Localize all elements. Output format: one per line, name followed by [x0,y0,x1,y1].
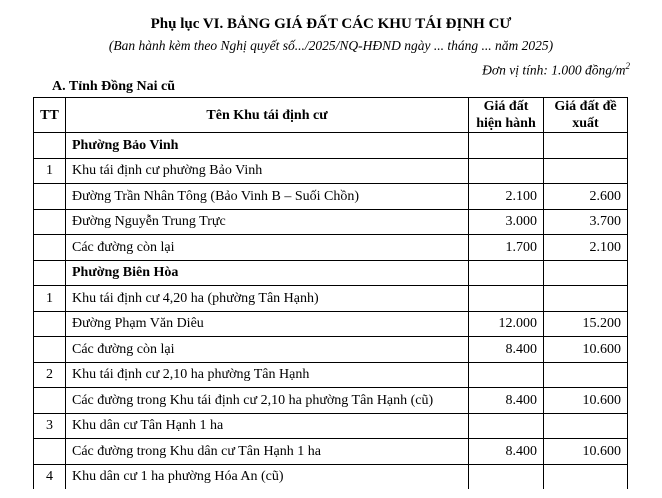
table-row [34,209,628,235]
row-tt [34,311,66,337]
row-tt: 1 [34,158,66,184]
header-proposed-line1: Giá đất đề [554,99,617,114]
row-name: Các đường còn lại [66,235,469,261]
table-row [34,158,628,184]
row-tt [34,439,66,465]
row-proposed-price [544,260,628,286]
row-current-price [469,413,544,439]
row-proposed-price: 15.200 [544,311,628,337]
unit-label [482,58,630,79]
row-name: Các đường trong Khu dân cư Tân Hạnh 1 ha [66,439,469,465]
row-tt: 1 [34,286,66,312]
row-proposed-price: 3.700 [544,209,628,235]
row-tt: 2 [34,362,66,388]
unit-text: Đơn vị tính: 1.000 đồng/m [482,62,626,78]
document-title [0,15,662,33]
row-name: Phường Biên Hòa [66,260,469,286]
table-row [34,337,628,363]
row-proposed-price: 2.100 [544,235,628,261]
title-main: BẢNG GIÁ ĐẤT CÁC KHU TÁI ĐỊNH CƯ [227,16,512,32]
table-row [34,260,628,286]
table-body [34,133,628,490]
header-current-price [469,98,544,133]
row-name: Đường Nguyễn Trung Trực [66,209,469,235]
header-name: Tên Khu tái định cư [66,98,469,133]
row-tt [34,260,66,286]
row-name: Đường Trần Nhân Tông (Bảo Vinh B – Suối Chồn) [66,184,469,210]
row-current-price [469,362,544,388]
table-row [34,464,628,489]
header-current-line2: hiện hành [476,116,536,131]
row-name: Khu dân cư 1 ha phường Hóa An (cũ) [66,464,469,489]
table-row [34,311,628,337]
header-proposed-line2: xuất [572,116,599,131]
table-row [34,133,628,159]
row-proposed-price [544,286,628,312]
row-name: Phường Bảo Vinh [66,133,469,159]
row-current-price: 8.400 [469,439,544,465]
row-name: Khu tái định cư phường Bảo Vinh [66,158,469,184]
table-row [34,235,628,261]
row-current-price: 12.000 [469,311,544,337]
table-row [34,388,628,414]
row-proposed-price [544,464,628,489]
row-current-price: 2.100 [469,184,544,210]
row-tt [34,235,66,261]
row-name: Đường Phạm Văn Diêu [66,311,469,337]
header-proposed-price [544,98,628,133]
row-tt [34,337,66,363]
document-subtitle: (Ban hành kèm theo Nghị quyết số.../2025/NQ-HĐND ngày ... tháng ... năm 2025) [108,38,554,53]
row-current-price [469,464,544,489]
row-proposed-price: 10.600 [544,388,628,414]
row-proposed-price [544,413,628,439]
table-row [34,362,628,388]
table-row [34,413,628,439]
header-tt: TT [34,98,66,133]
row-tt [34,133,66,159]
row-tt [34,209,66,235]
price-table [33,97,628,489]
title-prefix: Phụ lục VI. [150,16,228,32]
table-row [34,439,628,465]
row-name: Khu dân cư Tân Hạnh 1 ha [66,413,469,439]
row-current-price: 3.000 [469,209,544,235]
row-name: Các đường còn lại [66,337,469,363]
row-proposed-price [544,158,628,184]
unit-superscript: 2 [625,61,630,71]
header-current-line1: Giá đất [483,99,529,114]
row-current-price: 8.400 [469,388,544,414]
row-current-price: 1.700 [469,235,544,261]
row-current-price: 8.400 [469,337,544,363]
row-name: Khu tái định cư 4,20 ha (phường Tân Hạnh) [66,286,469,312]
row-current-price [469,286,544,312]
row-proposed-price: 2.600 [544,184,628,210]
row-proposed-price: 10.600 [544,439,628,465]
row-current-price [469,260,544,286]
row-tt [34,184,66,210]
row-tt [34,388,66,414]
row-name: Các đường trong Khu tái định cư 2,10 ha phường Tân Hạnh (cũ) [66,388,469,414]
row-tt: 4 [34,464,66,489]
row-proposed-price [544,362,628,388]
row-proposed-price: 10.600 [544,337,628,363]
row-current-price [469,133,544,159]
row-name: Khu tái định cư 2,10 ha phường Tân Hạnh [66,362,469,388]
table-row [34,286,628,312]
row-tt: 3 [34,413,66,439]
row-current-price [469,158,544,184]
section-heading: A. Tỉnh Đồng Nai cũ [52,79,176,94]
table-row [34,184,628,210]
table-header-row [34,98,628,133]
row-proposed-price [544,133,628,159]
